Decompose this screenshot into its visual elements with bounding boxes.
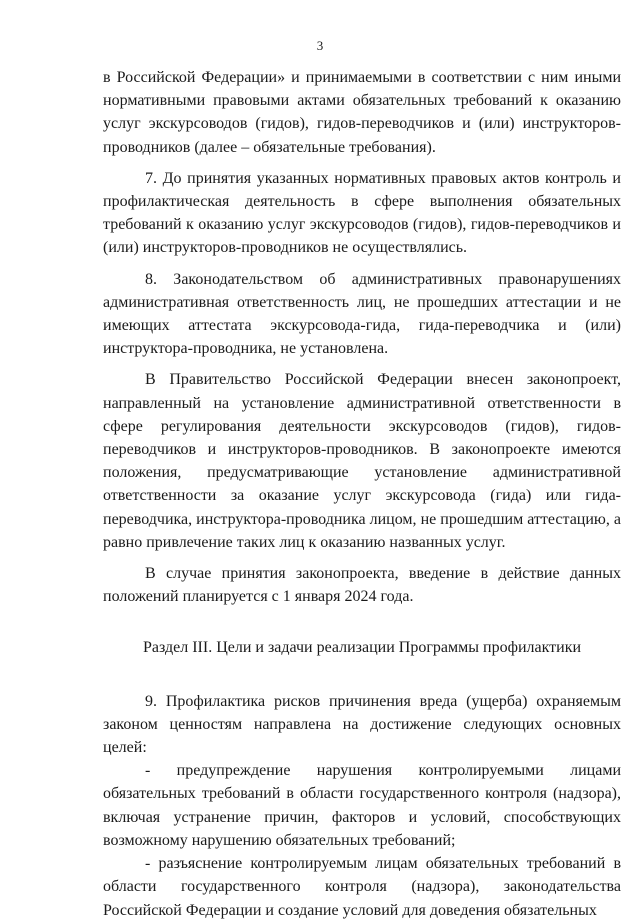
section-heading: Раздел III. Цели и задачи реализации Программы профилактики <box>142 639 582 657</box>
bullet-item-prevention: - предупреждение нарушения контролируемыми лицами обязательных требований в области государственного контроля (надзора), включая устранение причин, факторов и условий, способствующих возможному нарушению обязательных требований; <box>103 762 621 849</box>
paragraph-8-date: В случае принятия законопроекта, введение в действие данных положений планируется с 1 января 2024 года. <box>103 565 621 606</box>
bullet-item-explanation: - разъяснение контролируемым лицам обязательных требований в области государственного контроля (надзора), законодательства Российской Федерации и создание условий для доведения обязательных <box>103 855 621 919</box>
paragraph-7: 7. До принятия указанных нормативных правовых актов контроль и профилактическая деятельность в сфере выполнения обязательных требований к оказанию услуг экскурсоводов (гидов), гидов-переводчиков и (или) инструкторов-проводников не осуществлялись. <box>103 169 621 257</box>
paragraph-8-bill: В Правительство Российской Федерации внесен законопроект, направленный на установление административной ответственности в сфере регулирования деятельности экскурсоводов (гидов), гидов-переводчиков и инструкторов-проводников. В законопроекте имеются положения, предусматривающие установление административной ответственности за оказание услуг экскурсовода (гида) или гида-переводчика, инструктора-проводника лицом, не прошедшим аттестацию, а равно привлечение таких лиц к оказанию названных услуг. <box>103 371 621 551</box>
document-body <box>103 66 621 922</box>
paragraph-9: 9. Профилактика рисков причинения вреда (ущерба) охраняемым законом ценностям направлена на достижение следующих основных целей: <box>103 692 621 757</box>
paragraph-8: 8. Законодательством об административных правонарушениях административная ответственность лиц, не прошедших аттестации и не имеющих аттестата экскурсовода-гида, гида-переводчика и (или) инструктора-проводника, не установлена. <box>103 270 621 358</box>
page-number: 3 <box>316 38 324 53</box>
paragraph-continuation: в Российской Федерации» и принимаемыми в соответствии с ним иными нормативными правовыми актами обязательных требований к оказанию услуг экскурсоводов (гидов), гидов-переводчиков и (или) инструкторов-проводников (далее – обязательные требования). <box>103 69 621 156</box>
